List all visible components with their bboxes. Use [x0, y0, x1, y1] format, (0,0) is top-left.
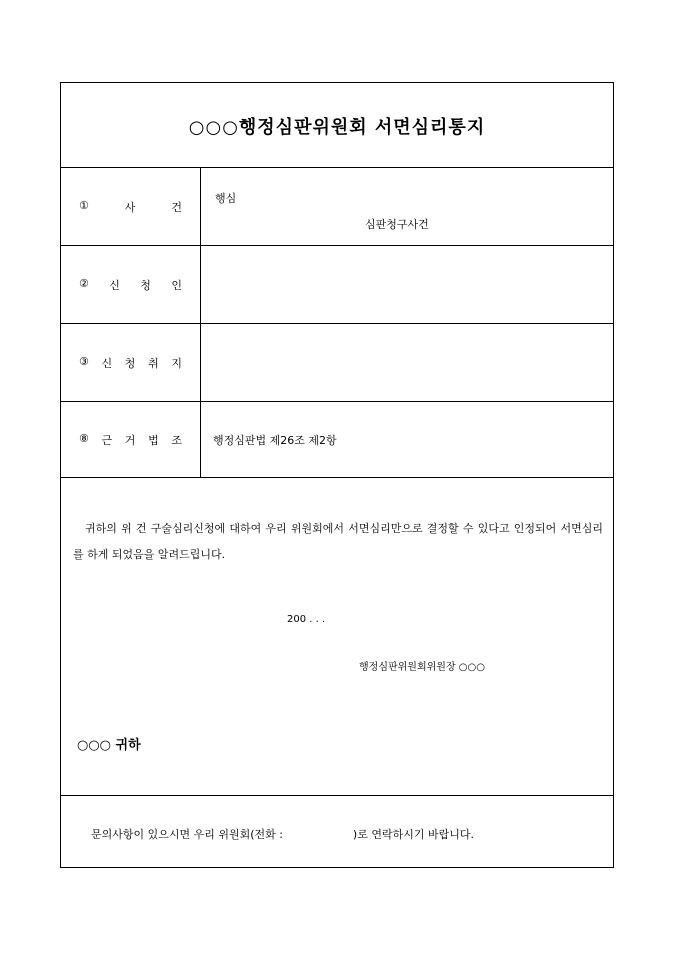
- label-part: 취: [148, 356, 159, 370]
- label-part: 청: [124, 356, 136, 370]
- label-applicant: [79, 277, 182, 293]
- label-part: ③: [79, 354, 89, 368]
- footer-section: [61, 796, 613, 868]
- legal-basis-value: 행정심판법 제26조 제2항: [213, 434, 337, 447]
- label-part: 신: [101, 356, 113, 370]
- label-part: ②: [79, 276, 89, 290]
- committee-chair: 행정심판위원회위원장 ○○○: [359, 662, 485, 673]
- label-part: 인: [171, 278, 182, 292]
- label-cell-applicant: [61, 246, 201, 323]
- notice-date: 200 . . .: [287, 614, 326, 625]
- label-part: 사: [124, 200, 136, 214]
- field-row-case: [61, 168, 613, 246]
- label-cell-purpose: [61, 324, 201, 401]
- label-part: 법: [148, 433, 159, 447]
- field-row-applicant: [61, 246, 613, 324]
- contact-note: 문의사항이 있으시면 우리 위원회(전화 : )로 연락하시기 바랍니다.: [91, 828, 474, 841]
- label-part: 거: [124, 433, 136, 447]
- label-legal-basis: [79, 432, 182, 448]
- field-row-legal-basis: [61, 402, 613, 478]
- addressee: ○○○ 귀하: [77, 738, 141, 753]
- label-purpose: [79, 355, 182, 371]
- form-title: ○○○행정심판위원회 서면심리통지: [188, 117, 486, 138]
- label-part: 청: [140, 278, 151, 292]
- label-part: 건: [171, 200, 182, 214]
- field-row-purpose: [61, 324, 613, 402]
- label-case: [79, 199, 182, 215]
- label-part: 조: [171, 433, 182, 447]
- label-part: 근: [101, 433, 113, 447]
- label-part: ⑧: [79, 431, 89, 445]
- case-prefix: 행심: [215, 192, 237, 205]
- label-part: ①: [79, 198, 89, 212]
- label-part: 신: [109, 278, 120, 292]
- label-cell-legal-basis: [61, 402, 201, 477]
- body-section: [61, 478, 613, 796]
- notice-form: [60, 82, 614, 868]
- label-cell-case: [61, 168, 201, 245]
- title-row: [61, 83, 613, 168]
- case-suffix: 심판청구사건: [365, 218, 429, 231]
- notice-body-text: 귀하의 위 건 구술심리신청에 대하여 우리 위원회에서 서면심리만으로 결정할 수 있다고 인정되어 서면심리를 하게 되었음을 알려드립니다.: [73, 522, 603, 561]
- label-part: 지: [171, 356, 182, 370]
